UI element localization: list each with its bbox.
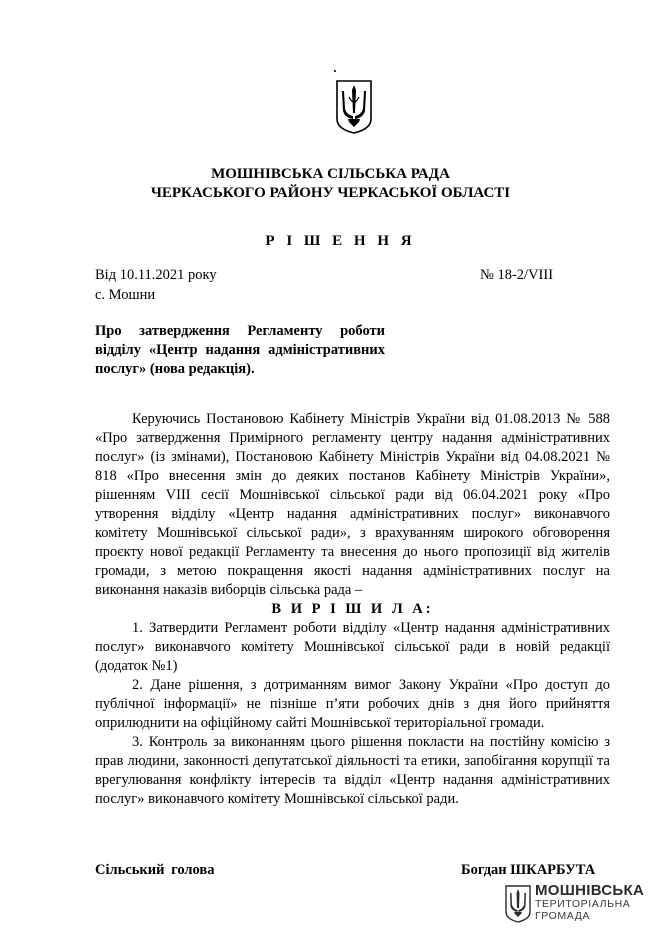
decision-date: Від 10.11.2021 року [95, 267, 217, 283]
council-name: МОШНІВСЬКА СІЛЬСЬКА РАДА [211, 166, 450, 182]
resolved-heading: В И Р І Ш И Л А: [271, 601, 434, 617]
decision-subject: Про затвердження Регламенту роботи відділу «Центр надання адміністративних послуг» (нова редакція). [95, 323, 385, 377]
community-logo [505, 883, 655, 925]
preamble-paragraph: Керуючись Постановою Кабінету Міністрів України від 01.08.2013 № 588 «Про затвердження Примірного регламенту центру надання адміністративних послуг» (із змінами), Постановою Кабінету Міністрів України від 04.08.2021 № 818 «Про внесення змін до деяких постанов Кабінету Міністрів України», рішенням VIII сесії Мошнівської сільської ради від 06.04.2021 року «Про утворення відділу «Центр надання адміністративних послуг» виконавчого комітету Мошнівської сільської ради», з врахуванням широкого обговорення проєкту нової редакції Регламенту та внесення до нього пропозиції від жителів громади, з метою покращення якості надання адміністративних послуг на виконання наказів виборців сільська рада – [95, 411, 610, 598]
signatory-position: Сільський голова [95, 862, 215, 878]
logo-name: МОШНІВСЬКА [535, 882, 645, 899]
logo-line2: ТЕРИТОРІАЛЬНА [535, 898, 631, 910]
decision-place: с. Мошни [95, 287, 156, 303]
trident-logo-icon [505, 885, 531, 923]
page-mark [334, 70, 336, 72]
council-district: ЧЕРКАСЬКОГО РАЙОНУ ЧЕРКАСЬКОЇ ОБЛАСТІ [150, 185, 511, 201]
decision-number: № 18-2/VIII [480, 267, 554, 283]
resolution-item: 2. Дане рішення, з дотриманням вимог Закону України «Про доступ до публічної інформації» не пізніше п’яти робочих днів з дня його прийняття оприлюднити на офіційному сайті Мошнівської територіальної громади. [95, 677, 610, 731]
trident-emblem-icon [335, 79, 373, 135]
resolution-item: 3. Контроль за виконанням цього рішення покласти на постійну комісію з прав людини, законності депутатської діяльності та етики, запобігання корупції та врегулювання конфлікту інтересів та відділ «Центр надання адміністративних послуг» виконавчого комітету Мошнівської сільської ради. [95, 734, 610, 807]
signatory-name: Богдан ШКАРБУТА [461, 862, 596, 878]
document-title: Р І Ш Е Н Н Я [265, 233, 416, 249]
logo-line3: ГРОМАДА [535, 910, 591, 922]
decision-body [95, 410, 610, 809]
resolution-item: 1. Затвердити Регламент роботи відділу «Центр надання адміністративних послуг» виконавчого комітету Мошнівської сільської ради в новій редакції (додаток №1) [95, 620, 610, 674]
